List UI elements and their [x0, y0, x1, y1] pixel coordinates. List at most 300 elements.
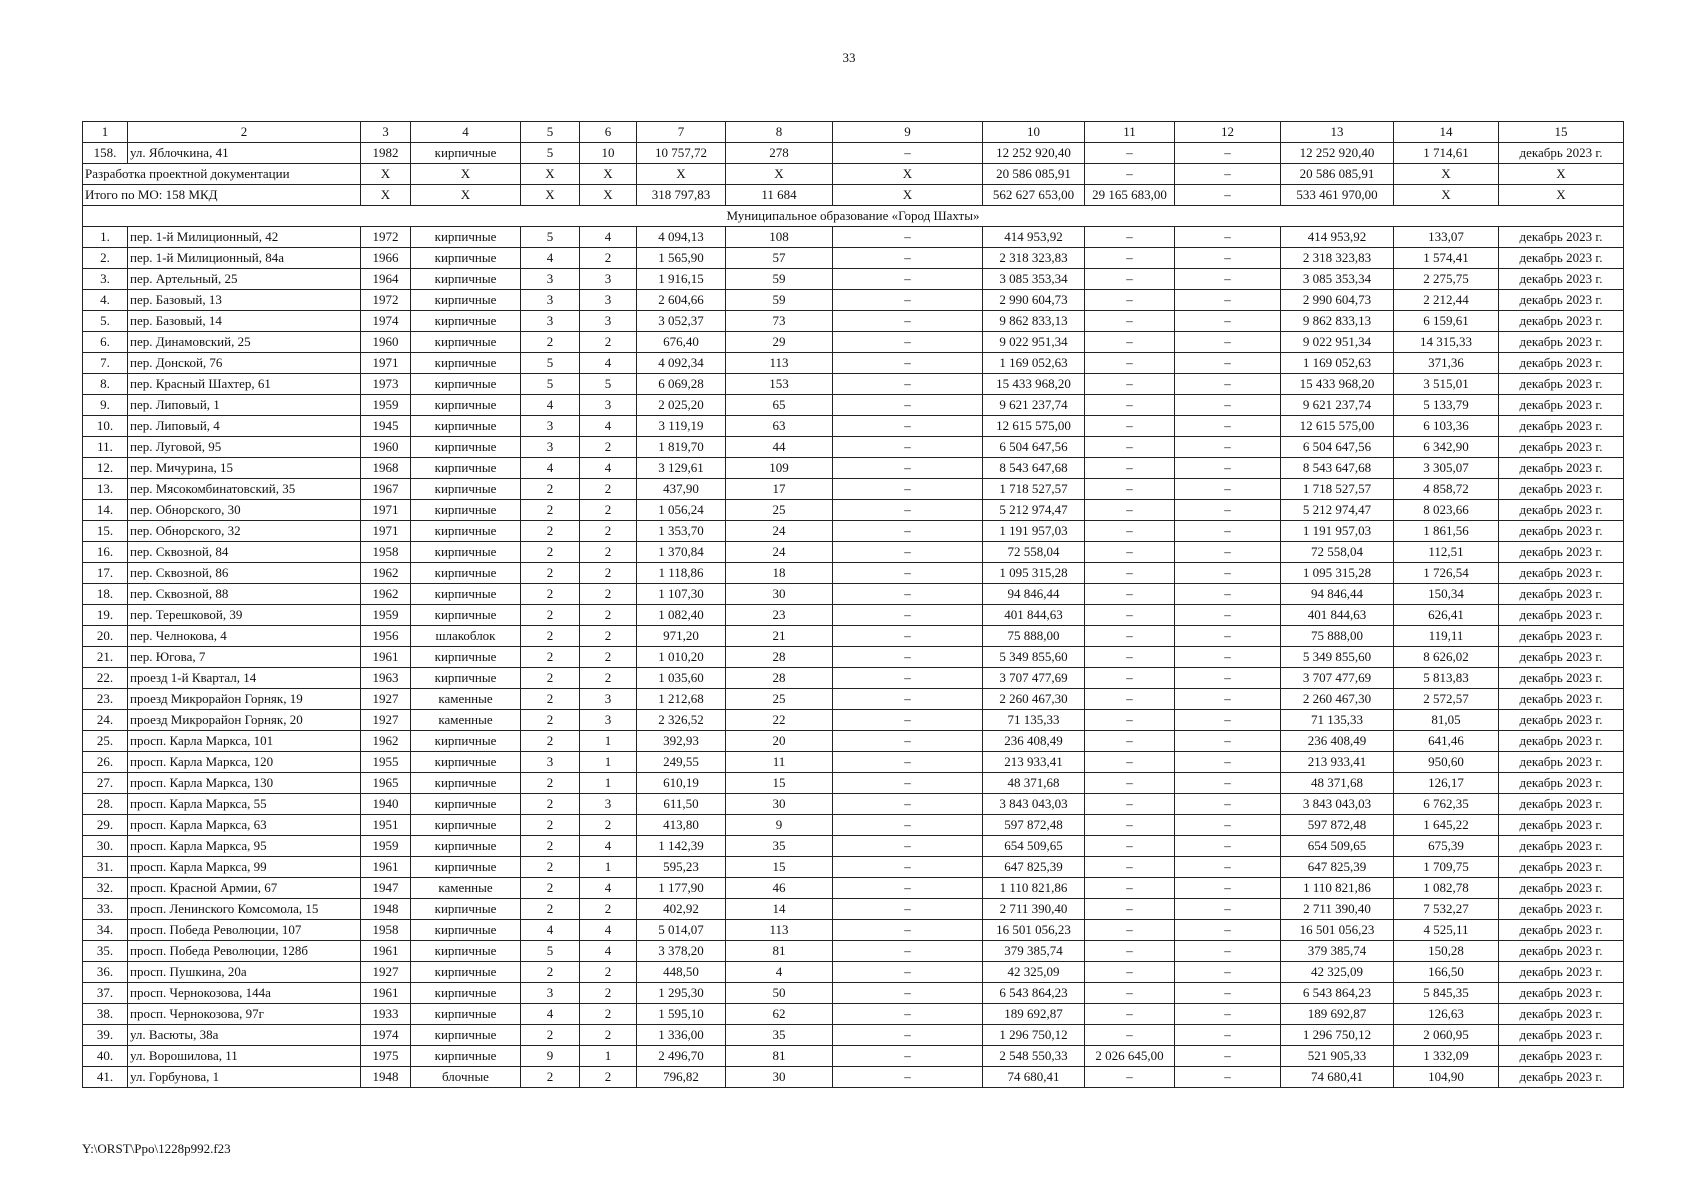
- table-cell: 5 212 974,47: [983, 500, 1085, 521]
- row-label: Разработка проектной документации: [83, 164, 361, 185]
- table-cell: каменные: [411, 878, 521, 899]
- table-cell: –: [1175, 458, 1281, 479]
- table-cell: 2 025,20: [637, 395, 726, 416]
- table-row: [83, 941, 1624, 962]
- table-cell: кирпичные: [411, 983, 521, 1004]
- table-cell: 1927: [361, 962, 411, 983]
- table-cell: –: [833, 1004, 983, 1025]
- table-cell: 112,51: [1394, 542, 1499, 563]
- table-cell: 4 858,72: [1394, 479, 1499, 500]
- table-cell: 20: [726, 731, 833, 752]
- table-cell: 23.: [83, 689, 128, 710]
- table-cell: 3 085 353,34: [1281, 269, 1394, 290]
- table-cell: –: [833, 1025, 983, 1046]
- table-row: [83, 143, 1624, 164]
- table-cell: –: [1085, 899, 1175, 920]
- table-cell: 7 532,27: [1394, 899, 1499, 920]
- table-cell: 166,50: [1394, 962, 1499, 983]
- table-cell: 15 433 968,20: [1281, 374, 1394, 395]
- table-cell: –: [1085, 941, 1175, 962]
- table-cell: 2: [580, 1025, 637, 1046]
- table-cell: 1 082,78: [1394, 878, 1499, 899]
- table-cell: каменные: [411, 710, 521, 731]
- table-cell: 74 680,41: [1281, 1067, 1394, 1088]
- table-cell: 675,39: [1394, 836, 1499, 857]
- table-cell: –: [833, 500, 983, 521]
- table-cell: декабрь 2023 г.: [1499, 689, 1624, 710]
- table-cell: декабрь 2023 г.: [1499, 269, 1624, 290]
- table-cell: –: [1175, 626, 1281, 647]
- table-cell: 3.: [83, 269, 128, 290]
- table-cell: 2.: [83, 248, 128, 269]
- table-cell: 371,36: [1394, 353, 1499, 374]
- table-cell: 5: [521, 227, 580, 248]
- table-cell: кирпичные: [411, 941, 521, 962]
- table-cell: –: [1175, 815, 1281, 836]
- table-cell: 6 762,35: [1394, 794, 1499, 815]
- table-cell: декабрь 2023 г.: [1499, 605, 1624, 626]
- table-cell: 2: [521, 773, 580, 794]
- table-cell: 119,11: [1394, 626, 1499, 647]
- table-cell: 189 692,87: [983, 1004, 1085, 1025]
- table-cell: просп. Карла Маркса, 95: [128, 836, 361, 857]
- table-cell: 1 370,84: [637, 542, 726, 563]
- table-cell: 1963: [361, 668, 411, 689]
- table-row: [83, 647, 1624, 668]
- table-cell: 1927: [361, 710, 411, 731]
- table-cell: 3 843 043,03: [983, 794, 1085, 815]
- table-cell: 1: [580, 773, 637, 794]
- table-cell: 2 275,75: [1394, 269, 1499, 290]
- table-row: [83, 605, 1624, 626]
- table-cell: –: [1175, 437, 1281, 458]
- table-cell: –: [1085, 689, 1175, 710]
- table-cell: X: [580, 164, 637, 185]
- table-cell: –: [1175, 668, 1281, 689]
- table-cell: 32.: [83, 878, 128, 899]
- table-cell: кирпичные: [411, 605, 521, 626]
- table-cell: кирпичные: [411, 668, 521, 689]
- table-cell: 1927: [361, 689, 411, 710]
- table-cell: 2: [580, 584, 637, 605]
- table-cell: 236 408,49: [983, 731, 1085, 752]
- table-cell: –: [1175, 857, 1281, 878]
- table-cell: 950,60: [1394, 752, 1499, 773]
- table-cell: 35: [726, 836, 833, 857]
- table-cell: 1948: [361, 1067, 411, 1088]
- table-cell: –: [1085, 836, 1175, 857]
- table-cell: 2: [580, 437, 637, 458]
- table-cell: 1967: [361, 479, 411, 500]
- table-cell: 647 825,39: [983, 857, 1085, 878]
- table-cell: 1966: [361, 248, 411, 269]
- table-cell: –: [1085, 500, 1175, 521]
- table-cell: 2: [580, 605, 637, 626]
- table-cell: 1 296 750,12: [1281, 1025, 1394, 1046]
- table-cell: 1 726,54: [1394, 563, 1499, 584]
- table-cell: –: [833, 353, 983, 374]
- table-cell: 1 645,22: [1394, 815, 1499, 836]
- table-cell: 126,17: [1394, 773, 1499, 794]
- table-cell: 2: [521, 605, 580, 626]
- table-cell: декабрь 2023 г.: [1499, 857, 1624, 878]
- table-cell: –: [833, 563, 983, 584]
- table-cell: декабрь 2023 г.: [1499, 395, 1624, 416]
- table-cell: –: [1175, 752, 1281, 773]
- table-cell: кирпичные: [411, 143, 521, 164]
- table-cell: декабрь 2023 г.: [1499, 227, 1624, 248]
- table-cell: –: [1085, 311, 1175, 332]
- table-cell: кирпичные: [411, 1046, 521, 1067]
- table-row: [83, 248, 1624, 269]
- table-row: [83, 542, 1624, 563]
- table-cell: –: [1175, 500, 1281, 521]
- table-cell: 1962: [361, 584, 411, 605]
- table-cell: X: [411, 185, 521, 206]
- table-cell: декабрь 2023 г.: [1499, 710, 1624, 731]
- table-cell: –: [1085, 395, 1175, 416]
- table-cell: 14.: [83, 500, 128, 521]
- table-cell: декабрь 2023 г.: [1499, 983, 1624, 1004]
- table-cell: –: [1085, 227, 1175, 248]
- table-cell: 11: [726, 752, 833, 773]
- table-cell: 17.: [83, 563, 128, 584]
- table-cell: –: [1085, 605, 1175, 626]
- table-cell: 12 615 575,00: [1281, 416, 1394, 437]
- table-cell: декабрь 2023 г.: [1499, 437, 1624, 458]
- table-cell: 4: [580, 920, 637, 941]
- table-cell: 414 953,92: [983, 227, 1085, 248]
- table-cell: 2: [521, 836, 580, 857]
- table-cell: проезд Микрорайон Горняк, 19: [128, 689, 361, 710]
- table-cell: –: [833, 794, 983, 815]
- table-cell: 2 604,66: [637, 290, 726, 311]
- table-cell: декабрь 2023 г.: [1499, 248, 1624, 269]
- table-cell: 35.: [83, 941, 128, 962]
- table-cell: 73: [726, 311, 833, 332]
- table-cell: 1945: [361, 416, 411, 437]
- table-cell: кирпичные: [411, 584, 521, 605]
- table-cell: 9 621 237,74: [983, 395, 1085, 416]
- table-cell: 1 095 315,28: [1281, 563, 1394, 584]
- table-cell: 249,55: [637, 752, 726, 773]
- table-cell: X: [833, 185, 983, 206]
- table-cell: кирпичные: [411, 269, 521, 290]
- table-cell: 81,05: [1394, 710, 1499, 731]
- table-cell: 2: [580, 248, 637, 269]
- table-cell: 10.: [83, 416, 128, 437]
- table-cell: блочные: [411, 1067, 521, 1088]
- table-cell: проезд 1-й Квартал, 14: [128, 668, 361, 689]
- table-cell: 1 177,90: [637, 878, 726, 899]
- table-cell: 597 872,48: [983, 815, 1085, 836]
- table-cell: X: [1499, 185, 1624, 206]
- table-cell: 5: [521, 374, 580, 395]
- table-cell: 1 861,56: [1394, 521, 1499, 542]
- table-cell: ул. Яблочкина, 41: [128, 143, 361, 164]
- table-cell: 448,50: [637, 962, 726, 983]
- table-cell: 236 408,49: [1281, 731, 1394, 752]
- table-cell: 647 825,39: [1281, 857, 1394, 878]
- table-cell: 62: [726, 1004, 833, 1025]
- column-header: 8: [726, 122, 833, 143]
- table-cell: 2: [580, 983, 637, 1004]
- table-cell: кирпичные: [411, 731, 521, 752]
- table-cell: кирпичные: [411, 521, 521, 542]
- table-cell: пер. 1-й Милиционный, 84а: [128, 248, 361, 269]
- table-cell: 1 709,75: [1394, 857, 1499, 878]
- table-row: [83, 290, 1624, 311]
- table-cell: 2: [580, 563, 637, 584]
- table-cell: 1 212,68: [637, 689, 726, 710]
- table-cell: –: [1175, 521, 1281, 542]
- table-cell: –: [1085, 920, 1175, 941]
- table-cell: 18: [726, 563, 833, 584]
- table-cell: пер. Артельный, 25: [128, 269, 361, 290]
- table-cell: 94 846,44: [1281, 584, 1394, 605]
- table-cell: 20 586 085,91: [1281, 164, 1394, 185]
- table-cell: 42 325,09: [1281, 962, 1394, 983]
- table-cell: декабрь 2023 г.: [1499, 1025, 1624, 1046]
- table-cell: 22: [726, 710, 833, 731]
- table-cell: 1 819,70: [637, 437, 726, 458]
- table-cell: 1 191 957,03: [1281, 521, 1394, 542]
- table-cell: –: [833, 416, 983, 437]
- table-cell: –: [1085, 647, 1175, 668]
- table-cell: пер. Обнорского, 32: [128, 521, 361, 542]
- table-cell: 28.: [83, 794, 128, 815]
- table-cell: 4: [521, 395, 580, 416]
- column-header: 3: [361, 122, 411, 143]
- column-header: 9: [833, 122, 983, 143]
- table-cell: 2: [580, 626, 637, 647]
- table-cell: 6 342,90: [1394, 437, 1499, 458]
- table-cell: 2 990 604,73: [983, 290, 1085, 311]
- table-row: [83, 815, 1624, 836]
- table-cell: 48 371,68: [1281, 773, 1394, 794]
- table-row: [83, 794, 1624, 815]
- table-cell: 42 325,09: [983, 962, 1085, 983]
- table-cell: декабрь 2023 г.: [1499, 458, 1624, 479]
- table-cell: 59: [726, 269, 833, 290]
- table-cell: 24.: [83, 710, 128, 731]
- table-cell: 2: [521, 542, 580, 563]
- table-cell: X: [1394, 164, 1499, 185]
- table-cell: кирпичные: [411, 752, 521, 773]
- table-cell: –: [1175, 269, 1281, 290]
- table-cell: 1 296 750,12: [983, 1025, 1085, 1046]
- table-row: [83, 878, 1624, 899]
- table-cell: –: [1085, 752, 1175, 773]
- table-cell: –: [1175, 290, 1281, 311]
- table-cell: 16 501 056,23: [1281, 920, 1394, 941]
- table-cell: 18.: [83, 584, 128, 605]
- table-cell: 3: [580, 395, 637, 416]
- table-cell: 533 461 970,00: [1281, 185, 1394, 206]
- table-cell: X: [1394, 185, 1499, 206]
- table-cell: X: [411, 164, 521, 185]
- table-cell: кирпичные: [411, 374, 521, 395]
- table-cell: 15: [726, 857, 833, 878]
- table-cell: декабрь 2023 г.: [1499, 626, 1624, 647]
- table-cell: 1 110 821,86: [983, 878, 1085, 899]
- table-cell: декабрь 2023 г.: [1499, 941, 1624, 962]
- table-cell: пер. Липовый, 4: [128, 416, 361, 437]
- table-cell: пер. Мясокомбинатовский, 35: [128, 479, 361, 500]
- table-cell: 3: [580, 710, 637, 731]
- table-cell: 29.: [83, 815, 128, 836]
- table-cell: 35: [726, 1025, 833, 1046]
- table-cell: ул. Васюты, 38а: [128, 1025, 361, 1046]
- table-cell: декабрь 2023 г.: [1499, 752, 1624, 773]
- table-cell: кирпичные: [411, 353, 521, 374]
- table-cell: –: [1175, 185, 1281, 206]
- table-cell: 13.: [83, 479, 128, 500]
- table-cell: декабрь 2023 г.: [1499, 521, 1624, 542]
- table-cell: –: [833, 374, 983, 395]
- table-cell: 15: [726, 773, 833, 794]
- table-cell: –: [1175, 332, 1281, 353]
- table-cell: пер. Терешковой, 39: [128, 605, 361, 626]
- table-cell: 25: [726, 500, 833, 521]
- table-cell: 75 888,00: [983, 626, 1085, 647]
- table-cell: 1971: [361, 353, 411, 374]
- table-cell: 796,82: [637, 1067, 726, 1088]
- table-cell: 2: [580, 815, 637, 836]
- table-cell: 6.: [83, 332, 128, 353]
- table-cell: кирпичные: [411, 311, 521, 332]
- table-cell: 3 119,19: [637, 416, 726, 437]
- table-cell: 48 371,68: [983, 773, 1085, 794]
- table-cell: –: [1175, 479, 1281, 500]
- table-cell: 2 990 604,73: [1281, 290, 1394, 311]
- table-cell: –: [1085, 542, 1175, 563]
- table-cell: 6 543 864,23: [1281, 983, 1394, 1004]
- table-cell: –: [1085, 710, 1175, 731]
- table-cell: декабрь 2023 г.: [1499, 1046, 1624, 1067]
- table-cell: 34.: [83, 920, 128, 941]
- table-cell: 5 349 855,60: [983, 647, 1085, 668]
- table-cell: –: [1085, 479, 1175, 500]
- table-cell: 379 385,74: [983, 941, 1085, 962]
- table-cell: –: [1175, 836, 1281, 857]
- table-cell: 2: [580, 962, 637, 983]
- table-cell: –: [1175, 584, 1281, 605]
- table-cell: 1968: [361, 458, 411, 479]
- table-cell: 2 572,57: [1394, 689, 1499, 710]
- table-cell: 6 504 647,56: [983, 437, 1085, 458]
- table-cell: кирпичные: [411, 794, 521, 815]
- table-cell: –: [1175, 353, 1281, 374]
- table-cell: –: [1175, 794, 1281, 815]
- table-cell: декабрь 2023 г.: [1499, 416, 1624, 437]
- table-cell: –: [833, 710, 983, 731]
- table-cell: 71 135,33: [983, 710, 1085, 731]
- table-cell: 1 353,70: [637, 521, 726, 542]
- table-cell: 4 094,13: [637, 227, 726, 248]
- table-cell: 8.: [83, 374, 128, 395]
- table-cell: 2: [521, 731, 580, 752]
- table-cell: 5: [521, 353, 580, 374]
- table-cell: 1 169 052,63: [983, 353, 1085, 374]
- table-cell: 2 326,52: [637, 710, 726, 731]
- table-cell: 4: [521, 920, 580, 941]
- table-cell: –: [1175, 773, 1281, 794]
- table-cell: 3 129,61: [637, 458, 726, 479]
- table-cell: 3: [580, 689, 637, 710]
- table-row: [83, 1067, 1624, 1088]
- table-cell: 9: [521, 1046, 580, 1067]
- table-cell: 654 509,65: [983, 836, 1085, 857]
- table-row: [83, 773, 1624, 794]
- table-cell: декабрь 2023 г.: [1499, 542, 1624, 563]
- table-cell: 37.: [83, 983, 128, 1004]
- table-cell: –: [1085, 563, 1175, 584]
- table-cell: кирпичные: [411, 227, 521, 248]
- table-cell: 2: [580, 899, 637, 920]
- table-cell: 2: [580, 521, 637, 542]
- table-cell: 1959: [361, 605, 411, 626]
- table-cell: 8 543 647,68: [983, 458, 1085, 479]
- table-cell: –: [833, 290, 983, 311]
- table-row: [83, 353, 1624, 374]
- table-cell: –: [1175, 1004, 1281, 1025]
- table-cell: –: [1085, 164, 1175, 185]
- table-cell: 1 332,09: [1394, 1046, 1499, 1067]
- table-cell: пер. Динамовский, 25: [128, 332, 361, 353]
- table-cell: просп. Чернокозова, 97г: [128, 1004, 361, 1025]
- table-cell: пер. Красный Шахтер, 61: [128, 374, 361, 395]
- table-cell: декабрь 2023 г.: [1499, 143, 1624, 164]
- table-cell: –: [833, 479, 983, 500]
- table-cell: просп. Карла Маркса, 99: [128, 857, 361, 878]
- table-cell: 44: [726, 437, 833, 458]
- table-cell: 9 862 833,13: [983, 311, 1085, 332]
- table-cell: 562 627 653,00: [983, 185, 1085, 206]
- table-cell: 2: [521, 1025, 580, 1046]
- table-cell: –: [833, 878, 983, 899]
- file-path-footer: Y:\ORST\Ppo\1228p992.f23: [82, 1141, 231, 1156]
- table-cell: 7.: [83, 353, 128, 374]
- table-cell: просп. Победа Революции, 107: [128, 920, 361, 941]
- table-cell: 25.: [83, 731, 128, 752]
- table-cell: –: [1175, 227, 1281, 248]
- table-cell: –: [1175, 710, 1281, 731]
- table-cell: –: [833, 584, 983, 605]
- table-cell: 5: [521, 941, 580, 962]
- table-cell: 2: [580, 647, 637, 668]
- table-row: [83, 983, 1624, 1004]
- table-cell: –: [1085, 794, 1175, 815]
- table-cell: 11.: [83, 437, 128, 458]
- table-row: [83, 857, 1624, 878]
- section-title-row: [83, 206, 1624, 227]
- table-cell: 1 118,86: [637, 563, 726, 584]
- table-cell: 1: [580, 1046, 637, 1067]
- table-cell: 8 626,02: [1394, 647, 1499, 668]
- table-cell: –: [1175, 248, 1281, 269]
- table-cell: 1: [580, 731, 637, 752]
- table-cell: 39.: [83, 1025, 128, 1046]
- table-cell: –: [833, 143, 983, 164]
- table-cell: кирпичные: [411, 500, 521, 521]
- table-cell: 2 496,70: [637, 1046, 726, 1067]
- housing-register-table: [82, 121, 1624, 1088]
- table-row: [83, 311, 1624, 332]
- table-cell: 38.: [83, 1004, 128, 1025]
- table-cell: 20.: [83, 626, 128, 647]
- table-cell: 153: [726, 374, 833, 395]
